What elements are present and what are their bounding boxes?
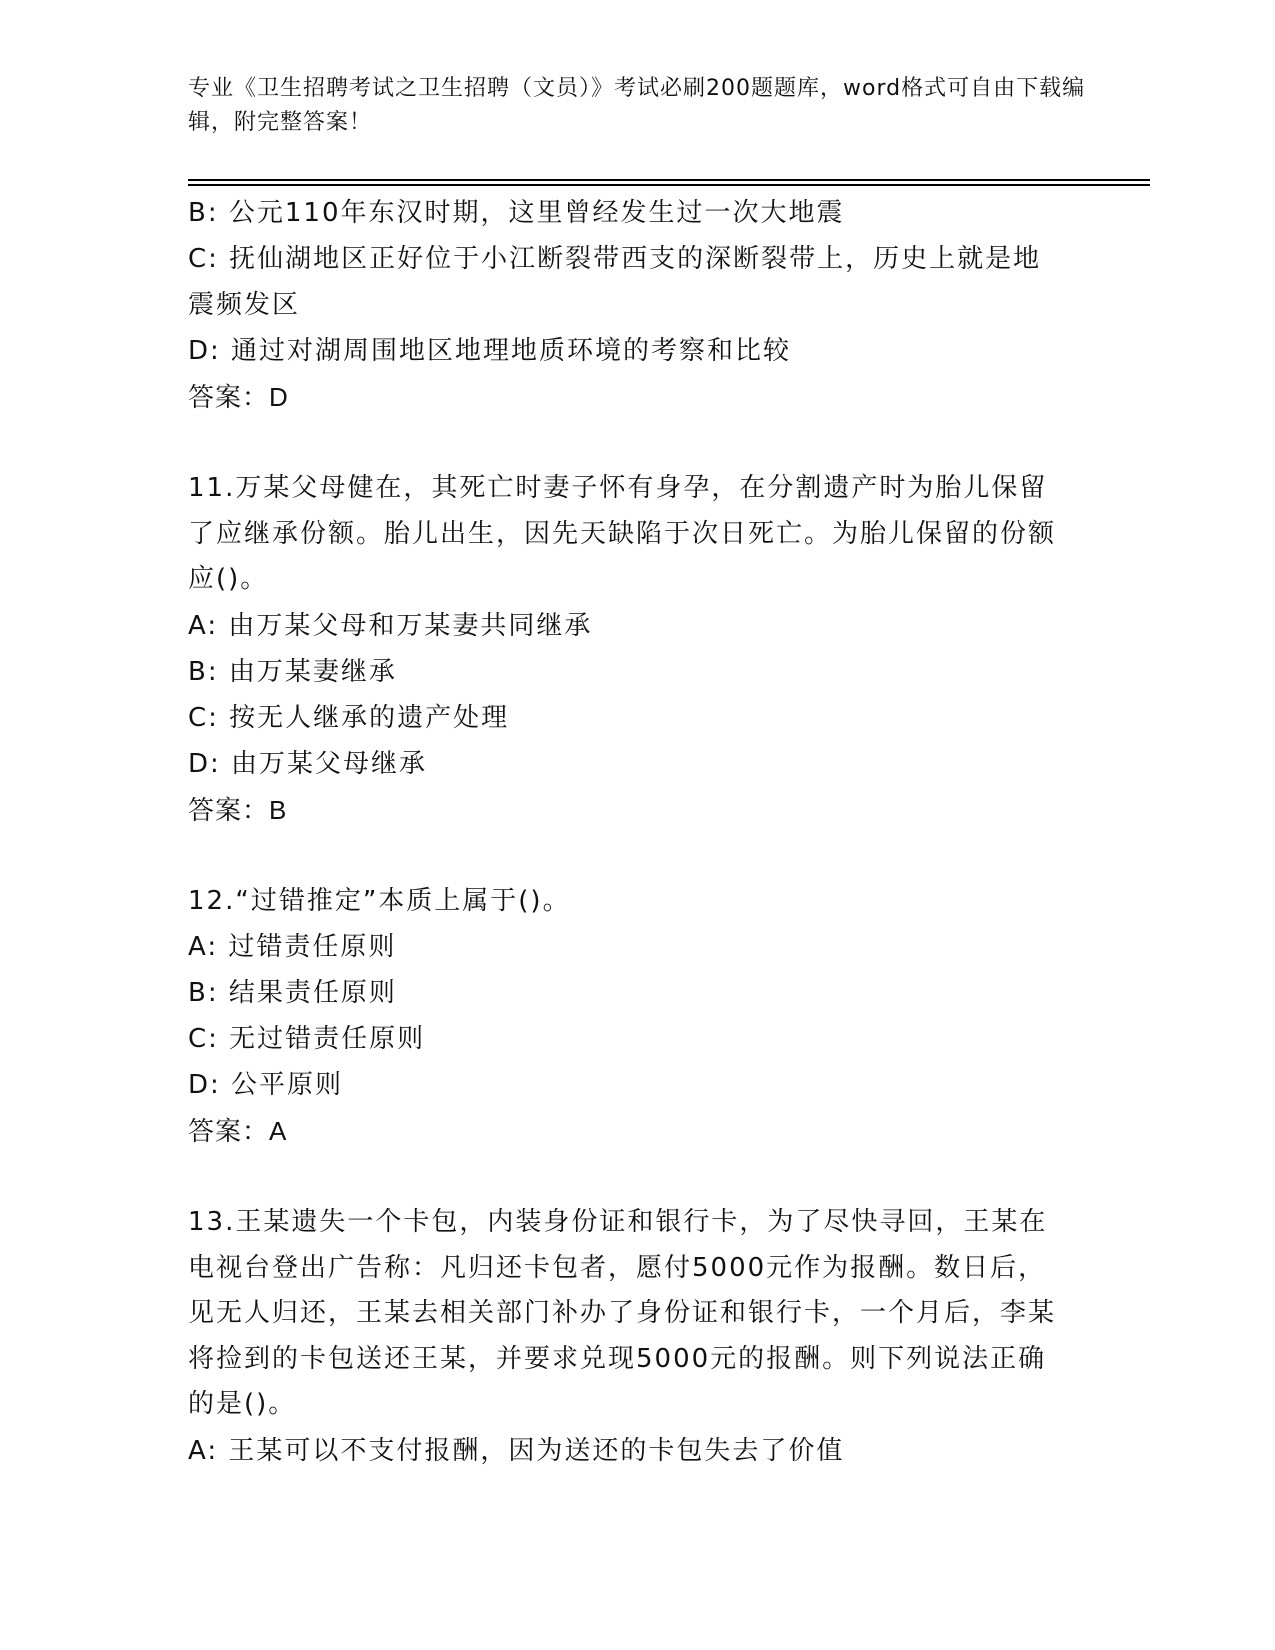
option-d: D: 通过对湖周围地区地理地质环境的考察和比较	[188, 336, 792, 366]
answer: 答案：A	[188, 1116, 288, 1146]
option-d: D: 由万某父母继承	[188, 748, 428, 779]
option-d: D: 公平原则	[188, 1070, 344, 1100]
spacer	[188, 420, 1068, 466]
option-b: B: 公元110年东汉时期，这里曾经发生过一次大地震	[188, 198, 845, 228]
question-stem: 13.王某遗失一个卡包，内装身份证和银行卡，为了尽快寻回，王某在电视台登出广告称：凡归还卡包者，愿付5000元作为报酬。数日后，见无人归还，王某去相关部门补办了身份证和银行卡，一个月后，李某将捡到的卡包送还王某，并要求兑现5000元的报酬。则下列说法正确的是()。	[188, 1207, 1057, 1419]
question-stem: 11.万某父母健在，其死亡时妻子怀有身孕，在分割遗产时为胎儿保留了应继承份额。胎儿出生，因先天缺陷于次日死亡。为胎儿保留的份额应()。	[188, 473, 1057, 594]
option-b: B: 由万某妻继承	[188, 656, 397, 687]
header-divider-top	[188, 179, 1150, 181]
question-stem: 12.“过错推定”本质上属于()。	[188, 885, 571, 916]
answer: 答案：D	[188, 382, 289, 412]
question-10	[188, 190, 1068, 420]
question-list	[188, 190, 1068, 1474]
option-b: B: 结果责任原则	[188, 978, 397, 1008]
option-a: A: 由万某父母和万某妻共同继承	[188, 610, 593, 641]
spacer	[188, 833, 1068, 879]
option-a: A: 王某可以不支付报酬，因为送还的卡包失去了价值	[188, 1435, 845, 1466]
option-c: C: 抚仙湖地区正好位于小江断裂带西支的深断裂带上，历史上就是地震频发区	[188, 244, 1042, 320]
option-a: A: 过错责任原则	[188, 932, 397, 962]
spacer	[188, 1154, 1068, 1200]
question-11	[188, 466, 1068, 833]
header-divider-bottom	[188, 184, 1150, 186]
question-12	[188, 879, 1068, 1155]
option-c: C: 按无人继承的遗产处理	[188, 702, 510, 733]
option-c: C: 无过错责任原则	[188, 1024, 426, 1054]
answer: 答案：B	[188, 794, 288, 825]
question-13	[188, 1200, 1068, 1474]
document-header: 专业《卫生招聘考试之卫生招聘（文员）》考试必刷200题题库，word格式可自由下载编辑，附完整答案！	[188, 76, 1086, 135]
